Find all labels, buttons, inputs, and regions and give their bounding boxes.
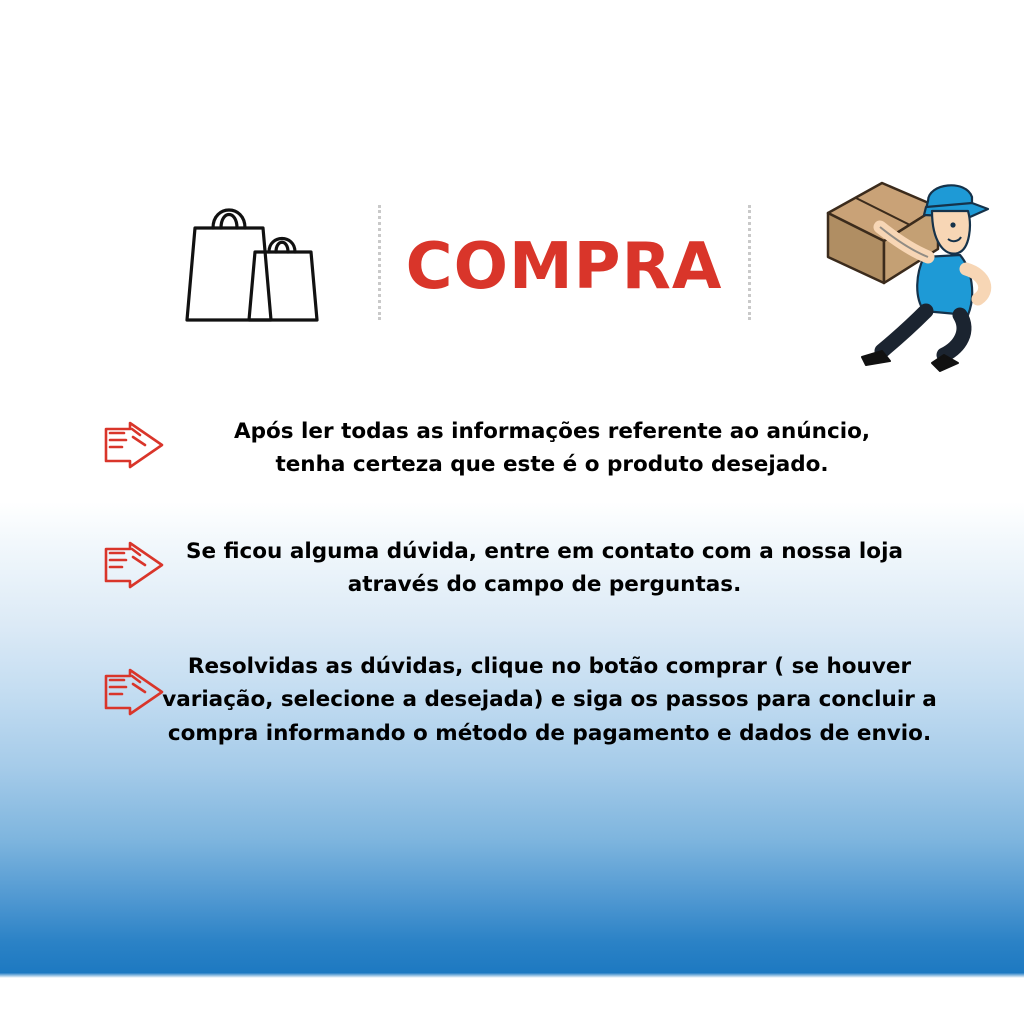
instruction-line: através do campo de perguntas. [347,572,742,598]
instruction-text-3 [100,650,1024,750]
dotted-divider-left [378,205,381,320]
instruction-line: Resolvidas as dúvidas, clique no botão comprar ( se houver [187,654,912,679]
dotted-divider-right [748,205,751,320]
red-arrow-icon-1 [0,415,100,488]
shopping-bags-icon [185,190,340,335]
banner-header [0,150,1024,400]
instruction-text-2 [100,535,1024,602]
page-title: COMPRA [405,230,723,304]
delivery-courier-icon [820,165,1010,385]
instruction-row-2 [0,535,1024,608]
instruction-row-3 [0,650,1024,750]
instruction-line: tenha certeza que este é o produto desejado. [275,452,829,478]
red-arrow-icon-2 [0,535,100,608]
red-arrow-icon-3 [0,650,100,735]
instruction-line: Após ler todas as informações referente ao anúncio, [233,419,871,444]
instruction-line: variação, selecione a desejada) e siga os passos para concluir a [162,687,937,713]
instruction-line: compra informando o método de pagamento e dados de envio. [167,720,932,746]
instruction-text-1 [100,415,1024,482]
instruction-row-1 [0,415,1024,488]
instruction-line: Se ficou alguma dúvida, entre em contato com a nossa loja [186,539,903,564]
